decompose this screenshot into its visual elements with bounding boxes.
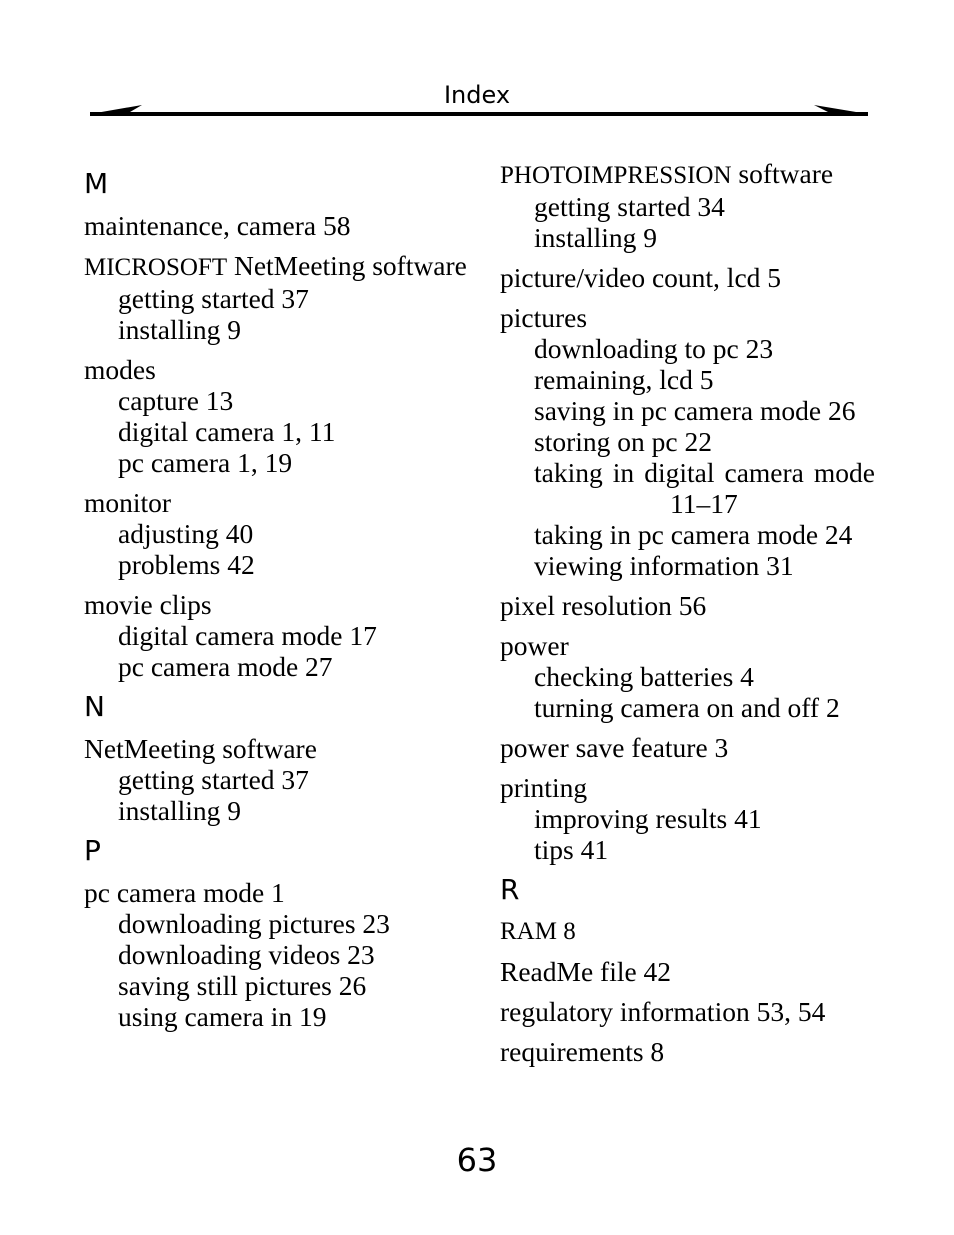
index-entry bbox=[500, 590, 875, 621]
page-number: 63 bbox=[456, 1141, 498, 1179]
index-subentry: taking in pc camera mode 24 bbox=[534, 519, 853, 550]
index-term-rest: software bbox=[731, 158, 834, 189]
index-entry bbox=[84, 877, 484, 1032]
index-entry bbox=[84, 487, 484, 580]
index-term-rest: NetMeeting software bbox=[227, 250, 467, 281]
index-term: maintenance, camera 58 bbox=[84, 210, 351, 241]
index-subentry: viewing information 31 bbox=[534, 550, 794, 581]
index-term: ReadMe file 42 bbox=[500, 956, 672, 987]
index-entry bbox=[84, 354, 484, 478]
section-letter-n: N bbox=[84, 690, 105, 723]
index-entry bbox=[500, 262, 875, 293]
index-entry bbox=[84, 250, 484, 345]
index-subentry: installing 9 bbox=[118, 795, 241, 826]
index-subentry: saving still pictures 26 bbox=[118, 970, 367, 1001]
section-letter-r: R bbox=[500, 873, 520, 906]
index-term: pixel resolution 56 bbox=[500, 590, 707, 621]
index-subentry: turning camera on and off 2 bbox=[534, 692, 840, 723]
index-subentry: pc camera 1, 19 bbox=[118, 447, 293, 478]
index-term: pictures bbox=[500, 302, 588, 333]
index-subentry: capture 13 bbox=[118, 385, 234, 416]
index-subentry: getting started 37 bbox=[118, 283, 309, 314]
index-entry bbox=[500, 916, 875, 947]
index-term: printing bbox=[500, 772, 588, 803]
index-column-right bbox=[500, 158, 875, 1076]
index-entry bbox=[500, 158, 875, 253]
index-entry bbox=[84, 589, 484, 682]
index-term: requirements 8 bbox=[500, 1036, 665, 1067]
index-subentry: saving in pc camera mode 26 bbox=[534, 395, 856, 426]
index-term: RAM 8 bbox=[500, 918, 576, 945]
running-header: Index bbox=[443, 81, 511, 109]
index-term: movie clips bbox=[84, 589, 212, 620]
index-entry bbox=[500, 630, 875, 723]
index-subentry: remaining, lcd 5 bbox=[534, 364, 714, 395]
index-subentry: using camera in 19 bbox=[118, 1001, 327, 1032]
index-entry bbox=[84, 210, 484, 241]
index-entry bbox=[500, 996, 875, 1027]
index-subentry: getting started 34 bbox=[534, 191, 725, 222]
index-subentry: digital camera mode 17 bbox=[118, 620, 377, 651]
index-subentry: getting started 37 bbox=[118, 764, 309, 795]
index-entry bbox=[500, 732, 875, 763]
index-column-left bbox=[84, 158, 484, 1041]
index-term: power save feature 3 bbox=[500, 732, 729, 763]
index-subentry: improving results 41 bbox=[534, 803, 762, 834]
index-entry bbox=[84, 733, 484, 826]
index-subentry: pc camera mode 27 bbox=[118, 651, 333, 682]
index-subentry: problems 42 bbox=[118, 549, 255, 580]
index-subentry: storing on pc 22 bbox=[534, 426, 712, 457]
index-subentry-continuation: 11–17 bbox=[670, 488, 738, 519]
index-subentry: checking batteries 4 bbox=[534, 661, 754, 692]
index-entry bbox=[500, 1036, 875, 1067]
index-subentry: installing 9 bbox=[118, 314, 241, 345]
index-term: pc camera mode 1 bbox=[84, 877, 285, 908]
index-subentry: installing 9 bbox=[534, 222, 657, 253]
index-entry bbox=[500, 956, 875, 987]
index-entry bbox=[500, 302, 875, 581]
index-term: picture/video count, lcd 5 bbox=[500, 262, 782, 293]
header-rule bbox=[90, 102, 868, 120]
index-entry bbox=[500, 772, 875, 865]
index-term: modes bbox=[84, 354, 156, 385]
index-subentry: taking in digital camera mode bbox=[534, 457, 875, 488]
index-term: power bbox=[500, 630, 569, 661]
index-subentry: downloading videos 23 bbox=[118, 939, 375, 970]
section-letter-m: M bbox=[84, 167, 109, 200]
index-term: monitor bbox=[84, 487, 172, 518]
index-term-smallcaps: PHOTOIMPRESSION bbox=[500, 162, 732, 189]
index-term-smallcaps: MICROSOFT bbox=[84, 254, 228, 281]
index-subentry: tips 41 bbox=[534, 834, 609, 865]
index-term bbox=[500, 158, 875, 191]
index-term: NetMeeting software bbox=[84, 733, 317, 764]
index-term: regulatory information 53, 54 bbox=[500, 996, 826, 1027]
index-subentry: downloading to pc 23 bbox=[534, 333, 774, 364]
index-subentry: digital camera 1, 11 bbox=[118, 416, 336, 447]
section-letter-p: P bbox=[84, 834, 101, 867]
index-term bbox=[84, 250, 484, 283]
index-subentry: downloading pictures 23 bbox=[118, 908, 390, 939]
index-subentry: adjusting 40 bbox=[118, 518, 254, 549]
